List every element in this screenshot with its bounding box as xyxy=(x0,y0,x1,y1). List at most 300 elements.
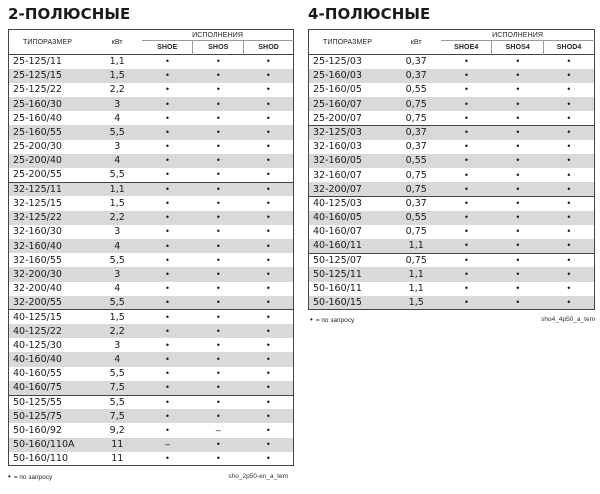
variant-1-cell: • xyxy=(165,240,170,251)
variant-1-cell: • xyxy=(464,98,469,109)
size-cell: 32-200/40 xyxy=(13,283,62,295)
variant-1-cell: • xyxy=(464,268,469,279)
footnote-bullet-icon: • xyxy=(8,472,11,481)
variant-2-cell: • xyxy=(216,141,220,152)
power-cell: 0,55 xyxy=(405,155,427,167)
variant-3-cell: • xyxy=(244,395,294,409)
power-cell: 1,1 xyxy=(92,182,142,196)
table-row xyxy=(9,438,294,452)
power-cell: 0,37 xyxy=(405,70,427,82)
power-cell: 5,5 xyxy=(92,395,142,409)
size-cell: 25-160/30 xyxy=(13,98,62,110)
size-cell: 25-200/07 xyxy=(313,112,362,124)
table-row xyxy=(309,225,595,239)
table-row xyxy=(9,125,294,139)
table-row xyxy=(9,409,294,423)
table-row xyxy=(9,55,294,69)
power-cell: 0,75 xyxy=(405,112,427,124)
power-cell: 4 xyxy=(114,112,121,124)
size-cell: 32-125/22 xyxy=(13,212,62,224)
variant-1-cell: • xyxy=(142,310,193,324)
power-cell: 5,5 xyxy=(109,368,125,380)
power-cell: 3 xyxy=(114,141,121,153)
size-cell: 32-200/07 xyxy=(313,183,362,195)
size-cell: 32-125/15 xyxy=(13,197,62,209)
power-cell: 4 xyxy=(114,155,121,167)
column-header-kw: кВт xyxy=(111,38,123,46)
variant-3-cell: • xyxy=(266,254,270,265)
power-cell: 1,1 xyxy=(408,283,424,295)
two-pole-table-code: sho_2p50-en_a_tem xyxy=(228,473,288,480)
table-row xyxy=(309,111,595,125)
table-row xyxy=(309,55,595,69)
power-cell: 0,55 xyxy=(405,84,427,96)
variant-3-cell: • xyxy=(544,196,595,210)
column-header-shoe4: SHOE4 xyxy=(454,44,479,51)
power-cell: 1,1 xyxy=(109,56,125,68)
column-header-kw: кВт xyxy=(410,38,422,46)
variant-2-cell: • xyxy=(216,70,220,81)
variant-2-cell: • xyxy=(516,84,520,95)
variant-1-cell: • xyxy=(441,125,492,139)
variant-3-cell: • xyxy=(266,368,270,379)
variant-3-cell: • xyxy=(244,182,294,196)
size-cell: 50-125/11 xyxy=(313,268,362,280)
size-cell: 40-160/75 xyxy=(13,382,62,394)
table-row xyxy=(9,296,294,310)
column-header-shos4: SHOS4 xyxy=(492,41,544,55)
column-header-size: ТИПОРАЗМЕР xyxy=(323,38,372,46)
table-row xyxy=(309,154,595,168)
table-row xyxy=(309,83,595,97)
size-cell: 25-125/15 xyxy=(13,70,62,82)
power-cell: 4 xyxy=(114,283,121,295)
variant-2-cell: • xyxy=(516,155,520,166)
variant-2-cell: • xyxy=(216,410,220,421)
column-header-shoe: SHOE xyxy=(157,44,178,51)
variant-3-cell: • xyxy=(266,424,270,435)
size-cell: 25-200/30 xyxy=(13,141,62,153)
variant-3-cell: • xyxy=(567,70,571,81)
variant-1-cell: • xyxy=(464,240,469,251)
variant-1-cell: • xyxy=(441,253,492,267)
variant-1-cell: • xyxy=(165,382,170,393)
variant-3-cell: • xyxy=(266,268,270,279)
power-cell: 0,75 xyxy=(405,226,427,238)
size-cell: 50-125/55 xyxy=(9,395,93,409)
variant-3-cell: • xyxy=(567,98,571,109)
table-row xyxy=(9,253,294,267)
variant-1-cell: • xyxy=(464,56,469,67)
variant-3-cell: • xyxy=(266,155,270,166)
variant-3-cell: • xyxy=(567,183,571,194)
table-row xyxy=(309,69,595,83)
table-row xyxy=(309,282,595,296)
variant-3-cell: • xyxy=(266,212,270,223)
power-cell: 0,37 xyxy=(391,125,441,139)
table-row xyxy=(309,253,595,267)
two-pole-title: 2-ПОЛЮСНЫЕ xyxy=(8,5,131,23)
table-row xyxy=(9,423,294,437)
footnote-text: = по запросу xyxy=(315,317,355,324)
variant-2-cell: • xyxy=(516,297,520,308)
variant-3-cell: • xyxy=(266,226,270,237)
variant-1-cell: • xyxy=(165,169,170,180)
variant-3-cell: • xyxy=(266,410,270,421)
variant-3-cell: • xyxy=(567,84,571,95)
table-row xyxy=(309,196,595,210)
size-cell: 50-160/110A xyxy=(13,439,75,451)
power-cell: 1,5 xyxy=(92,310,142,324)
table-row xyxy=(9,69,294,83)
power-cell: 1,5 xyxy=(408,297,424,309)
size-cell: 50-160/15 xyxy=(313,297,362,309)
size-cell: 25-125/11 xyxy=(13,56,62,68)
variant-2-cell: • xyxy=(516,141,520,152)
variant-3-cell: • xyxy=(244,310,294,324)
size-cell: 40-160/40 xyxy=(13,354,62,366)
variant-2-cell: • xyxy=(516,169,520,180)
power-cell: 11 xyxy=(111,453,124,465)
variant-3-cell: • xyxy=(266,325,270,336)
variant-2-cell: • xyxy=(492,253,544,267)
variant-2-cell: • xyxy=(216,240,220,251)
variant-3-cell: • xyxy=(266,98,270,109)
variant-1-cell: • xyxy=(165,127,170,138)
variant-3-cell: • xyxy=(266,70,270,81)
table-row xyxy=(9,324,294,338)
variant-1-cell: • xyxy=(464,183,469,194)
variant-3-cell: • xyxy=(567,112,571,123)
power-cell: 1,5 xyxy=(109,70,125,82)
size-cell: 50-160/92 xyxy=(13,424,62,436)
power-cell: 5,5 xyxy=(109,254,125,266)
variant-3-cell: • xyxy=(567,212,571,223)
variant-1-cell: • xyxy=(165,197,170,208)
variant-3-cell: • xyxy=(567,169,571,180)
variant-2-cell: • xyxy=(216,268,220,279)
size-cell: 50-160/110 xyxy=(13,453,68,465)
variant-3-cell: • xyxy=(567,155,571,166)
four-pole-title: 4-ПОЛЮСНЫЕ xyxy=(308,5,431,23)
power-cell: 1,1 xyxy=(408,240,424,252)
variant-3-cell: • xyxy=(266,382,270,393)
table-row xyxy=(9,239,294,253)
power-cell: 9,2 xyxy=(109,424,125,436)
table-row xyxy=(309,140,595,154)
variant-2-cell: • xyxy=(516,240,520,251)
variant-3-cell: • xyxy=(567,141,571,152)
size-cell: 25-160/40 xyxy=(13,112,62,124)
table-row xyxy=(9,367,294,381)
variant-1-cell: • xyxy=(441,196,492,210)
power-cell: 3 xyxy=(114,339,121,351)
size-cell: 32-125/11 xyxy=(9,182,93,196)
variant-2-cell: • xyxy=(216,325,220,336)
variant-2-cell: • xyxy=(216,98,220,109)
variant-1-cell: • xyxy=(165,354,170,365)
variant-2-cell: • xyxy=(216,382,220,393)
variant-3-cell: • xyxy=(266,240,270,251)
variant-3-cell: • xyxy=(567,56,571,67)
variant-3-cell: • xyxy=(567,297,571,308)
variant-2-cell: • xyxy=(216,212,220,223)
variant-1-cell: • xyxy=(165,155,170,166)
variant-2-cell: • xyxy=(216,297,220,308)
size-cell: 32-160/40 xyxy=(13,240,62,252)
four-pole-table xyxy=(308,29,595,310)
power-cell: 5,5 xyxy=(109,169,125,181)
variant-1-cell: • xyxy=(464,212,469,223)
table-row xyxy=(9,168,294,182)
table-row xyxy=(9,83,294,97)
size-cell: 25-160/03 xyxy=(313,70,362,82)
table-row xyxy=(9,111,294,125)
size-cell: 25-200/55 xyxy=(13,169,62,181)
variant-2-cell: • xyxy=(193,182,244,196)
variant-3-cell: • xyxy=(266,141,270,152)
size-cell: 32-160/07 xyxy=(313,169,362,181)
variant-3-cell: • xyxy=(544,253,595,267)
table-row xyxy=(309,296,595,310)
variant-2-cell: • xyxy=(516,70,520,81)
size-cell: 32-160/30 xyxy=(13,226,62,238)
variant-2-cell: • xyxy=(193,310,244,324)
four-pole-footnote xyxy=(310,316,354,324)
variant-1-cell: • xyxy=(165,212,170,223)
variant-2-cell: • xyxy=(516,98,520,109)
variant-3-cell: • xyxy=(567,226,571,237)
size-cell: 40-125/30 xyxy=(13,339,62,351)
power-cell: 0,75 xyxy=(405,98,427,110)
size-cell: 32-125/03 xyxy=(309,125,392,139)
variant-2-cell: • xyxy=(216,112,220,123)
table-row xyxy=(9,154,294,168)
size-cell: 25-200/40 xyxy=(13,155,62,167)
variant-2-cell: • xyxy=(216,339,220,350)
table-row xyxy=(9,395,294,409)
variant-2-cell: • xyxy=(193,395,244,409)
variant-2-cell: – xyxy=(215,424,221,435)
power-cell: 2,2 xyxy=(109,212,125,224)
column-header-variants: ИСПОЛНЕНИЯ xyxy=(441,30,594,41)
column-header-shod4: SHOD4 xyxy=(544,41,595,55)
table-row xyxy=(9,381,294,395)
variant-3-cell: • xyxy=(266,197,270,208)
column-header-shod: SHOD xyxy=(244,41,294,55)
variant-1-cell: – xyxy=(164,439,170,450)
variant-1-cell: • xyxy=(165,283,170,294)
variant-3-cell: • xyxy=(266,339,270,350)
power-cell: 7,5 xyxy=(109,382,125,394)
size-cell: 25-160/55 xyxy=(13,127,62,139)
table-row xyxy=(9,182,294,196)
variant-3-cell: • xyxy=(266,169,270,180)
power-cell: 3 xyxy=(114,268,121,280)
variant-2-cell: • xyxy=(516,112,520,123)
variant-1-cell: • xyxy=(464,297,469,308)
variant-2-cell: • xyxy=(216,169,220,180)
power-cell: 5,5 xyxy=(109,297,125,309)
variant-2-cell: • xyxy=(516,212,520,223)
variant-2-cell: • xyxy=(216,155,220,166)
variant-1-cell: • xyxy=(464,141,469,152)
variant-2-cell: • xyxy=(516,268,520,279)
variant-1-cell: • xyxy=(165,226,170,237)
variant-1-cell: • xyxy=(142,395,193,409)
power-cell: 7,5 xyxy=(109,410,125,422)
variant-1-cell: • xyxy=(165,141,170,152)
variant-1-cell: • xyxy=(165,325,170,336)
size-cell: 25-125/22 xyxy=(13,84,62,96)
table-row xyxy=(9,196,294,210)
variant-2-cell: • xyxy=(216,453,220,464)
table-row xyxy=(309,168,595,182)
power-cell: 3 xyxy=(114,98,121,110)
size-cell: 40-160/07 xyxy=(313,226,362,238)
size-cell: 32-160/55 xyxy=(13,254,62,266)
power-cell: 11 xyxy=(111,439,124,451)
variant-1-cell: • xyxy=(464,112,469,123)
size-cell: 32-160/05 xyxy=(313,155,362,167)
variant-1-cell: • xyxy=(165,368,170,379)
power-cell: 0,37 xyxy=(405,56,427,68)
table-row xyxy=(309,239,595,253)
variant-3-cell: • xyxy=(266,283,270,294)
power-cell: 0,75 xyxy=(391,253,441,267)
power-cell: 4 xyxy=(114,354,121,366)
size-cell: 32-200/55 xyxy=(13,297,62,309)
table-row xyxy=(309,125,595,139)
table-row xyxy=(9,267,294,281)
variant-1-cell: • xyxy=(165,112,170,123)
variant-1-cell: • xyxy=(165,56,170,67)
variant-2-cell: • xyxy=(492,125,544,139)
size-cell: 32-160/03 xyxy=(313,141,362,153)
variant-1-cell: • xyxy=(165,268,170,279)
variant-2-cell: • xyxy=(216,439,220,450)
variant-3-cell: • xyxy=(266,354,270,365)
variant-3-cell: • xyxy=(266,127,270,138)
variant-3-cell: • xyxy=(266,439,270,450)
variant-3-cell: • xyxy=(266,56,270,67)
table-row xyxy=(9,97,294,111)
table-row xyxy=(9,211,294,225)
footnote-text: = по запросу xyxy=(13,474,53,481)
table-row xyxy=(9,352,294,366)
power-cell: 4 xyxy=(114,240,121,252)
size-cell: 40-125/15 xyxy=(9,310,93,324)
power-cell: 0,55 xyxy=(405,212,427,224)
variant-3-cell: • xyxy=(567,283,571,294)
variant-1-cell: • xyxy=(142,182,193,196)
variant-2-cell: • xyxy=(492,196,544,210)
size-cell: 25-125/03 xyxy=(313,56,362,68)
size-cell: 25-160/05 xyxy=(313,84,362,96)
variant-3-cell: • xyxy=(266,112,270,123)
column-header-shos: SHOS xyxy=(193,41,244,55)
variant-1-cell: • xyxy=(165,424,170,435)
variant-2-cell: • xyxy=(216,56,220,67)
four-pole-table-code: sho4_4p50_a_tem xyxy=(541,316,595,323)
column-header-size: ТИПОРАЗМЕР xyxy=(23,38,72,46)
power-cell: 0,75 xyxy=(405,183,427,195)
two-pole-footnote xyxy=(8,473,52,481)
variant-2-cell: • xyxy=(516,183,520,194)
variant-1-cell: • xyxy=(464,155,469,166)
table-row xyxy=(9,225,294,239)
size-cell: 50-160/11 xyxy=(313,283,362,295)
size-cell: 40-160/11 xyxy=(313,240,362,252)
variant-1-cell: • xyxy=(464,283,469,294)
table-row xyxy=(309,97,595,111)
variant-3-cell: • xyxy=(266,84,270,95)
size-cell: 40-160/55 xyxy=(13,368,62,380)
two-pole-table xyxy=(8,29,294,466)
variant-2-cell: • xyxy=(216,368,220,379)
variant-1-cell: • xyxy=(165,410,170,421)
variant-3-cell: • xyxy=(567,268,571,279)
table-row xyxy=(9,338,294,352)
variant-2-cell: • xyxy=(216,197,220,208)
variant-1-cell: • xyxy=(165,70,170,81)
power-cell: 0,75 xyxy=(405,169,427,181)
variant-1-cell: • xyxy=(464,84,469,95)
power-cell: 1,1 xyxy=(408,268,424,280)
variant-1-cell: • xyxy=(165,297,170,308)
variant-1-cell: • xyxy=(165,254,170,265)
table-row xyxy=(9,452,294,466)
size-cell: 25-160/07 xyxy=(313,98,362,110)
table-row xyxy=(309,182,595,196)
variant-2-cell: • xyxy=(216,84,220,95)
variant-1-cell: • xyxy=(165,339,170,350)
size-cell: 40-160/05 xyxy=(313,212,362,224)
variant-2-cell: • xyxy=(516,283,520,294)
size-cell: 50-125/07 xyxy=(309,253,392,267)
variant-2-cell: • xyxy=(216,254,220,265)
footnote-bullet-icon: • xyxy=(310,315,313,324)
variant-2-cell: • xyxy=(216,127,220,138)
variant-3-cell: • xyxy=(567,240,571,251)
variant-1-cell: • xyxy=(165,98,170,109)
variant-1-cell: • xyxy=(464,70,469,81)
variant-3-cell: • xyxy=(266,453,270,464)
variant-1-cell: • xyxy=(464,169,469,180)
power-cell: 0,37 xyxy=(405,141,427,153)
table-row xyxy=(9,140,294,154)
power-cell: 1,5 xyxy=(109,197,125,209)
size-cell: 40-125/03 xyxy=(309,196,392,210)
variant-2-cell: • xyxy=(216,354,220,365)
variant-2-cell: • xyxy=(216,283,220,294)
power-cell: 0,37 xyxy=(391,196,441,210)
table-row xyxy=(9,310,294,324)
variant-1-cell: • xyxy=(464,226,469,237)
variant-2-cell: • xyxy=(216,226,220,237)
variant-1-cell: • xyxy=(165,84,170,95)
power-cell: 2,2 xyxy=(109,84,125,96)
variant-3-cell: • xyxy=(544,125,595,139)
power-cell: 5,5 xyxy=(109,127,125,139)
table-row xyxy=(9,282,294,296)
variant-3-cell: • xyxy=(266,297,270,308)
column-header-variants: ИСПОЛНЕНИЯ xyxy=(142,30,293,41)
table-row xyxy=(309,211,595,225)
size-cell: 32-200/30 xyxy=(13,268,62,280)
size-cell: 50-125/75 xyxy=(13,410,62,422)
variant-2-cell: • xyxy=(516,226,520,237)
